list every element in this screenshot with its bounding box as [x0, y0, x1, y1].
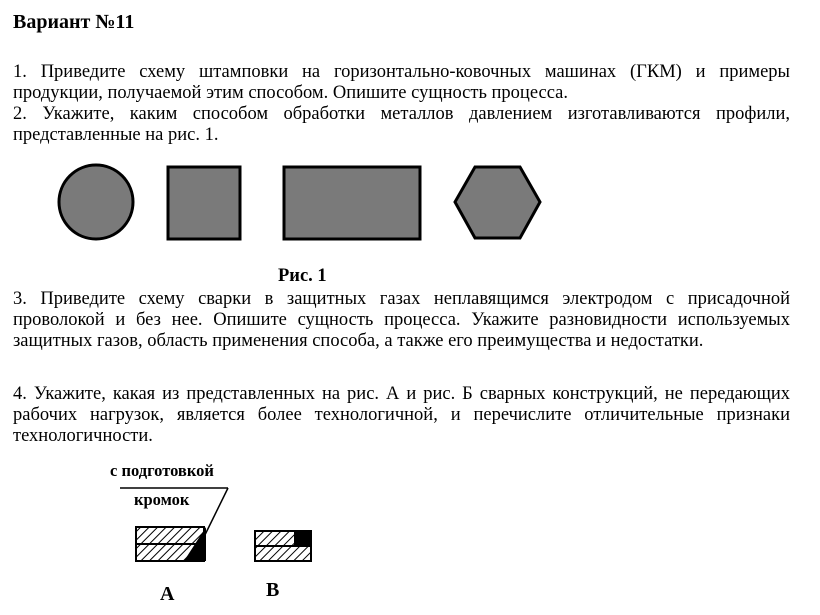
figure-2-label-top: с подготовкой: [110, 461, 214, 480]
joint-a: [136, 527, 206, 561]
figure-1-caption: Рис. 1: [278, 266, 327, 286]
question-1: 1. Приведите схему штамповки на горизонтально-ковочных машинах (ГКМ) и примеры продукции, получаемой этим способом. Опишите сущность процесса.: [13, 62, 790, 103]
figure-2-letter-b: В: [266, 579, 280, 601]
figure-2-letter-a: А: [160, 583, 175, 605]
joint-b: [255, 531, 311, 561]
weld-bead-b: [294, 531, 311, 546]
question-3: 3. Приведите схему сварки в защитных газах неплавящимся электродом с присадочной проволокой и без нее. Опишите сущность процесса. Укажите разновидности используемых защитных газов, область применения способа, а также его преимущества и недостатки.: [13, 289, 790, 351]
circle-profile: [59, 165, 133, 239]
hexagon-profile: [455, 167, 540, 238]
figure-1-profiles: [0, 150, 820, 290]
figure-2-label-bottom: кромок: [134, 490, 190, 509]
variant-heading: Вариант №11: [13, 11, 135, 33]
question-4: 4. Укажите, какая из представленных на рис. А и рис. Б сварных конструкций, не передающих рабочих нагрузок, является более технологичной, и перечислите отличительные признаки технологичности.: [13, 384, 790, 446]
rectangle-profile: [284, 167, 420, 239]
square-profile: [168, 167, 240, 239]
question-2: 2. Укажите, каким способом обработки металлов давлением изготавливаются профили, представленные на рис. 1.: [13, 104, 790, 145]
